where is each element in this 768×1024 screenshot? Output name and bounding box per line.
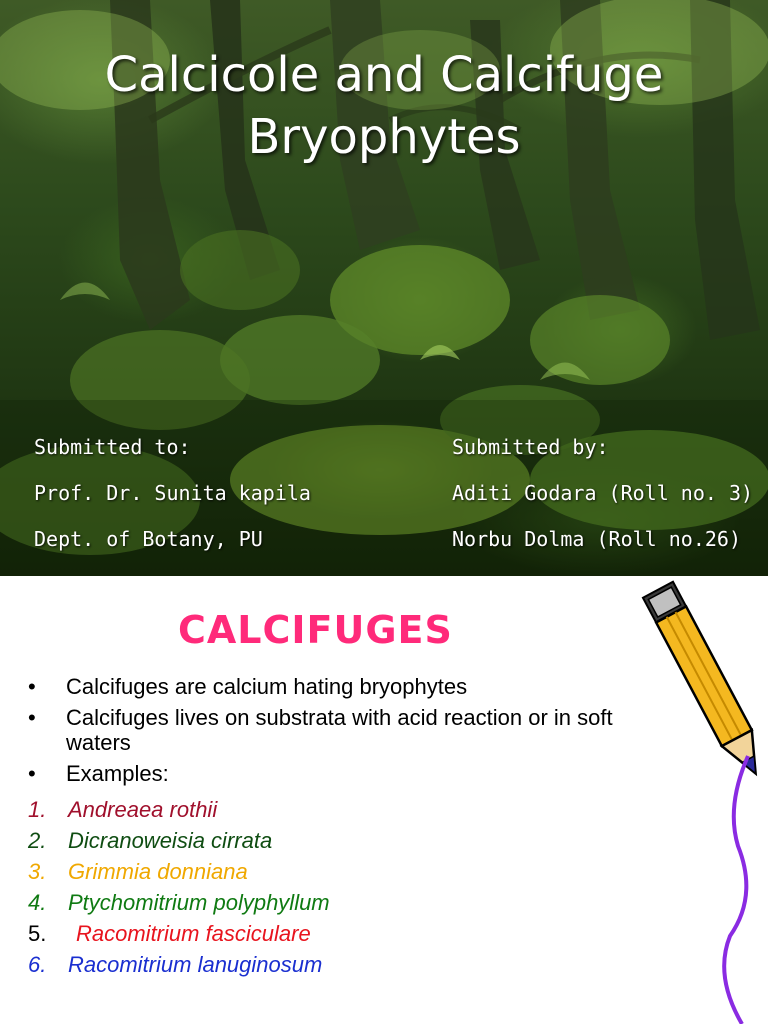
submitted-by-heading: Submitted by: xyxy=(452,435,609,459)
example-name: Ptychomitrium polyphyllum xyxy=(68,890,330,915)
example-item xyxy=(28,856,330,887)
example-item xyxy=(28,949,330,980)
example-number: 3. xyxy=(28,859,47,884)
example-name: Dicranoweisia cirrata xyxy=(68,828,273,853)
example-item xyxy=(28,825,330,856)
bullet-item xyxy=(28,674,648,699)
example-name: Andreaea rothii xyxy=(68,797,218,822)
bullet-icon: • xyxy=(28,705,36,730)
calcifuges-slide xyxy=(0,576,768,1024)
example-item xyxy=(28,794,330,825)
example-number: 1. xyxy=(28,797,47,822)
submitted-by-student-1: Aditi Godara (Roll no. 3) xyxy=(452,481,754,505)
example-name: Racomitrium lanuginosum xyxy=(68,952,323,977)
calcifuges-heading: CALCIFUGES xyxy=(178,608,453,652)
slide-title xyxy=(0,44,768,168)
submitted-to-department: Dept. of Botany, PU xyxy=(34,527,263,551)
example-item xyxy=(28,887,330,918)
example-number: 6. xyxy=(28,952,47,977)
bullet-icon: • xyxy=(28,674,36,699)
bullet-icon: • xyxy=(28,761,36,786)
submitted-to-block xyxy=(34,424,311,562)
bullet-list xyxy=(28,674,648,792)
example-name: Racomitrium fasciculare xyxy=(76,921,311,946)
example-name: Grimmia donniana xyxy=(68,859,248,884)
submitted-by-block xyxy=(452,424,753,562)
submitted-to-heading: Submitted to: xyxy=(34,435,191,459)
example-number: 4. xyxy=(28,890,47,915)
slide-title-line-1: Calcicole and Calcifuge xyxy=(104,47,664,103)
bullet-item xyxy=(28,705,648,755)
pencil-icon xyxy=(630,576,768,1024)
bullet-text: Calcifuges lives on substrata with acid reaction or in soft waters xyxy=(66,705,613,755)
slide-title-line-2: Bryophytes xyxy=(247,109,521,165)
submitted-by-student-2: Norbu Dolma (Roll no.26) xyxy=(452,527,741,551)
example-number: 5. xyxy=(28,921,47,946)
bullet-text: Examples: xyxy=(66,761,169,786)
bullet-item xyxy=(28,761,648,786)
submitted-to-name: Prof. Dr. Sunita kapila xyxy=(34,481,311,505)
examples-list xyxy=(28,794,330,980)
example-item xyxy=(28,918,330,949)
bullet-text: Calcifuges are calcium hating bryophytes xyxy=(66,674,468,699)
example-number: 2. xyxy=(28,828,47,853)
